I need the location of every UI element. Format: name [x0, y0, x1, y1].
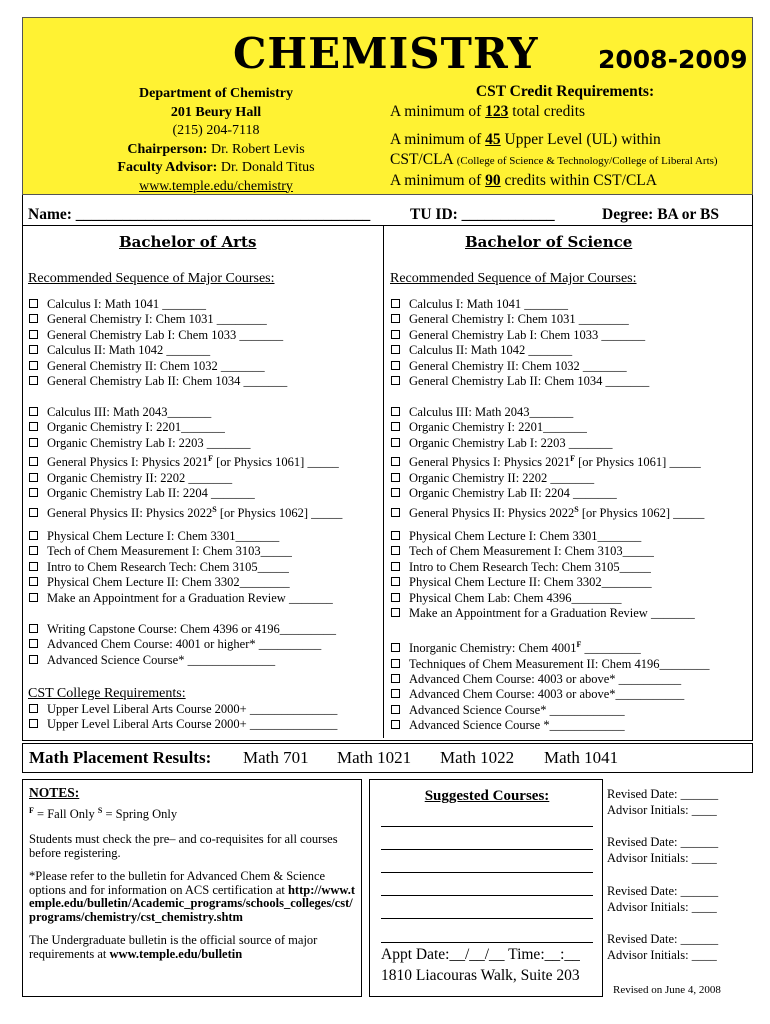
notes-box	[22, 779, 362, 997]
bs-group-1	[391, 297, 649, 389]
checkbox[interactable]	[391, 562, 400, 571]
revision-entry	[607, 834, 753, 866]
notes-official-source: The Undergraduate bulletin is the official source of major requirements at www.temple.edu/bulletin	[29, 933, 318, 961]
bs-recseq: Recommended Sequence of Major Courses:	[390, 271, 637, 286]
tuid-field[interactable]: TU ID: ____________	[410, 206, 555, 223]
list-item[interactable]: Intro to Chem Research Tech: Chem 3105_____	[391, 560, 695, 575]
list-item[interactable]: Organic Chemistry Lab II: 2204 _______	[391, 486, 704, 501]
checkbox[interactable]	[29, 577, 38, 586]
checkbox[interactable]	[391, 488, 400, 497]
revision-entry	[607, 786, 753, 818]
checkbox[interactable]	[391, 473, 400, 482]
dept-name: Department of Chemistry	[139, 86, 293, 101]
checkbox[interactable]	[29, 314, 38, 323]
header-banner	[22, 17, 753, 195]
degree-field[interactable]: Degree: BA or BS	[602, 206, 719, 223]
list-item[interactable]: Calculus II: Math 1042 _______	[391, 343, 649, 358]
revised-footer: Revised on June 4, 2008	[613, 984, 721, 996]
list-item[interactable]: Physical Chem Lecture II: Chem 3302________	[29, 575, 333, 590]
checkbox[interactable]	[391, 422, 400, 431]
checkbox[interactable]	[391, 330, 400, 339]
ba-title: Bachelor of Arts	[119, 233, 257, 251]
list-item[interactable]: Make an Appointment for a Graduation Review _______	[29, 591, 333, 606]
list-item[interactable]: Calculus III: Math 2043_______	[391, 405, 704, 420]
checkbox[interactable]	[29, 546, 38, 555]
list-item[interactable]: General Chemistry Lab II: Chem 1034 _______	[391, 374, 649, 389]
list-item[interactable]: Organic Chemistry Lab I: 2203 _______	[29, 436, 342, 451]
checkbox[interactable]	[29, 345, 38, 354]
checkbox[interactable]	[391, 705, 400, 714]
math-placement-bar	[22, 743, 753, 773]
list-item[interactable]: Upper Level Liberal Arts Course 2000+ ______________	[29, 702, 337, 717]
list-item[interactable]: Organic Chemistry II: 2202 _______	[29, 471, 342, 486]
checkbox[interactable]	[391, 299, 400, 308]
list-item[interactable]: Calculus II: Math 1042 _______	[29, 343, 287, 358]
bs-group-3	[391, 529, 695, 621]
list-item[interactable]: General Chemistry II: Chem 1032 _______	[29, 359, 287, 374]
req-upper-level-line2: CST/CLA (College of Science & Technology/College of Liberal Arts)	[390, 150, 718, 168]
list-item[interactable]: Writing Capstone Course: Chem 4396 or 4196_________	[29, 622, 336, 637]
checkbox[interactable]	[391, 345, 400, 354]
advisor-name: Dr. Donald Titus	[217, 160, 315, 175]
list-item[interactable]: General Physics II: Physics $2022^S$ [or Physics 1062] _____	[391, 502, 704, 522]
page-title: CHEMISTRY	[233, 29, 539, 78]
checkbox[interactable]	[391, 508, 400, 517]
checkbox[interactable]	[391, 531, 400, 540]
revised-date-field[interactable]: Revised Date: ______	[607, 884, 719, 898]
bs-group-4	[391, 637, 709, 734]
ba-group-4	[29, 622, 336, 668]
list-item[interactable]: Calculus III: Math 2043_______	[29, 405, 342, 420]
math-option[interactable]: Math 1022	[440, 748, 515, 767]
list-item[interactable]: General Chemistry Lab I: Chem 1033 _______	[29, 328, 287, 343]
checkbox[interactable]	[391, 593, 400, 602]
list-item[interactable]: General Chemistry I: Chem 1031 ________	[29, 312, 287, 327]
checkbox[interactable]	[391, 659, 400, 668]
checkbox[interactable]	[29, 473, 38, 482]
suggested-line[interactable]	[381, 918, 593, 919]
checkbox[interactable]	[29, 361, 38, 370]
revision-entry	[607, 931, 753, 963]
cst-title: CST Credit Requirements:	[475, 83, 655, 100]
list-item[interactable]: Advanced Science Course* ____________	[391, 703, 709, 718]
checkbox[interactable]	[29, 655, 38, 664]
ba-recseq: Recommended Sequence of Major Courses:	[28, 271, 275, 286]
checkbox[interactable]	[391, 457, 400, 466]
list-item[interactable]: Advanced Chem Course: 4003 or above* __________	[391, 672, 709, 687]
checkbox[interactable]	[29, 299, 38, 308]
list-item[interactable]: Physical Chem Lab: Chem 4396________	[391, 591, 695, 606]
list-item[interactable]: Upper Level Liberal Arts Course 2000+ ______________	[29, 717, 337, 732]
list-item[interactable]: Calculus I: Math 1041 _______	[29, 297, 287, 312]
ba-group-2	[29, 405, 342, 521]
checkbox[interactable]	[391, 689, 400, 698]
list-item[interactable]: Advanced Chem Course: 4001 or higher* __________	[29, 637, 336, 652]
ba-group-1	[29, 297, 287, 389]
math-option[interactable]: Math 701	[243, 748, 309, 767]
list-item[interactable]: Intro to Chem Research Tech: Chem 3105_____	[29, 560, 333, 575]
suggested-line[interactable]	[381, 849, 593, 850]
checkbox[interactable]	[391, 376, 400, 385]
dept-website-link[interactable]: www.temple.edu/chemistry	[139, 178, 293, 194]
suggested-title: Suggested Courses:	[424, 788, 550, 804]
checkbox[interactable]	[29, 488, 38, 497]
chair-name: Dr. Robert Levis	[207, 141, 305, 157]
checkbox[interactable]	[29, 719, 38, 728]
bs-group-2	[391, 405, 704, 521]
column-divider	[383, 225, 384, 738]
advisor-initials-field[interactable]: Advisor Initials: ____	[607, 803, 717, 817]
req-total-credits: A minimum of 123 total credits	[390, 102, 586, 120]
list-item[interactable]: General Chemistry II: Chem 1032 _______	[391, 359, 649, 374]
list-item[interactable]: Techniques of Chem Measurement II: Chem 4196________	[391, 657, 709, 672]
list-item[interactable]: Physical Chem Lecture I: Chem 3301_______	[29, 529, 333, 544]
checkbox[interactable]	[29, 438, 38, 447]
list-item[interactable]: Inorganic Chemistry: Chem $4001^F$ _________	[391, 637, 709, 657]
checkbox[interactable]	[29, 508, 38, 517]
checkbox[interactable]	[391, 608, 400, 617]
ba-group-3	[29, 529, 333, 606]
list-item[interactable]: Calculus I: Math 1041 _______	[391, 297, 649, 312]
revision-entry	[607, 883, 753, 915]
checkbox[interactable]	[391, 314, 400, 323]
req-cst-credits: A minimum of 90 credits within CST/CLA	[390, 172, 657, 189]
list-item[interactable]: Physical Chem Lecture I: Chem 3301_______	[391, 529, 695, 544]
bulletin-home-link[interactable]: www.temple.edu/bulletin	[109, 946, 243, 961]
list-item[interactable]: Tech of Chem Measurement I: Chem 3103_____	[391, 544, 695, 559]
list-item[interactable]: Physical Chem Lecture II: Chem 3302________	[391, 575, 695, 590]
checkbox[interactable]	[29, 330, 38, 339]
checkbox[interactable]	[29, 639, 38, 648]
math-option[interactable]: Math 1041	[544, 748, 619, 767]
list-item[interactable]: General Physics I: Physics $2021^F$ [or Physics 1061] _____	[391, 451, 704, 471]
checkbox[interactable]	[29, 562, 38, 571]
checkbox[interactable]	[29, 407, 38, 416]
math-placement-label: Math Placement Results:	[29, 748, 212, 767]
checkbox[interactable]	[391, 438, 400, 447]
checkbox[interactable]	[29, 593, 38, 602]
revised-date-field[interactable]: Revised Date: ______	[607, 932, 719, 946]
revised-date-field[interactable]: Revised Date: ______	[607, 787, 719, 801]
list-item[interactable]: Advanced Chem Course: 4003 or above*___________	[391, 687, 709, 702]
list-item[interactable]: Organic Chemistry Lab II: 2204 _______	[29, 486, 342, 501]
list-item[interactable]: Organic Chemistry II: 2202 _______	[391, 471, 704, 486]
checkbox[interactable]	[391, 361, 400, 370]
list-item[interactable]: Advanced Science Course* ______________	[29, 653, 336, 668]
advisor-label: Faculty Advisor:	[117, 160, 218, 175]
notes-prereq: Students must check the pre– and co-requisites for all courses before registering.	[29, 832, 338, 860]
checkbox[interactable]	[29, 422, 38, 431]
checkbox[interactable]	[391, 546, 400, 555]
notes-legend: $^F$ = Fall Only $^S$ = Spring Only	[29, 805, 178, 821]
checkbox[interactable]	[391, 407, 400, 416]
notes-bulletin-ref: *Please refer to the bulletin for Advanced Chem & Science options and for information on ACS certification at http://www.temple.edu/bulletin/Academic_programs/schools_colleges/cst/programs/chemistry/cst_chemistry.shtm	[29, 869, 356, 924]
list-item[interactable]: General Chemistry Lab I: Chem 1033 _______	[391, 328, 649, 343]
checkbox[interactable]	[29, 376, 38, 385]
appointment-location: 1810 Liacouras Walk, Suite 203	[381, 967, 580, 984]
suggested-line[interactable]	[381, 942, 593, 943]
list-item[interactable]: Organic Chemistry I: 2201_______	[391, 420, 704, 435]
list-item[interactable]: General Physics II: Physics $2022^S$ [or Physics 1062] _____	[29, 502, 342, 522]
checkbox[interactable]	[391, 674, 400, 683]
suggested-line[interactable]	[381, 895, 593, 896]
bs-title: Bachelor of Science	[465, 233, 633, 251]
checkbox[interactable]	[391, 720, 400, 729]
cst-college-title: CST College Requirements:	[28, 686, 186, 701]
checkbox[interactable]	[29, 704, 38, 713]
cst-requirements	[390, 82, 740, 191]
suggested-line[interactable]	[381, 872, 593, 873]
checkbox[interactable]	[391, 643, 400, 652]
suggested-courses-box	[369, 779, 603, 997]
department-info	[91, 85, 341, 196]
list-item[interactable]: Organic Chemistry I: 2201_______	[29, 420, 342, 435]
checkbox[interactable]	[391, 577, 400, 586]
academic-year: 2008-2009	[598, 45, 748, 74]
appointment-field[interactable]: Appt Date:__/__/__ Time:__:__	[381, 946, 580, 963]
ba-college-req	[29, 702, 337, 733]
math-option[interactable]: Math 1021	[337, 748, 412, 767]
list-item[interactable]: Organic Chemistry Lab I: 2203 _______	[391, 436, 704, 451]
list-item[interactable]: General Chemistry Lab II: Chem 1034 _______	[29, 374, 287, 389]
bulletin-link[interactable]: http://www.temple.edu/bulletin/Academic_programs/schools_colleges/cst/programs/chemistry/cst_chemistry.shtm	[29, 882, 356, 924]
dept-phone: (215) 204-7118	[172, 123, 260, 138]
checkbox[interactable]	[29, 531, 38, 540]
advisor-initials-field[interactable]: Advisor Initials: ____	[607, 900, 717, 914]
revised-date-field[interactable]: Revised Date: ______	[607, 835, 719, 849]
chair-label: Chairperson:	[127, 141, 208, 157]
list-item[interactable]: Tech of Chem Measurement I: Chem 3103_____	[29, 544, 333, 559]
list-item[interactable]: General Physics I: Physics $2021^F$ [or Physics 1061] _____	[29, 451, 342, 471]
notes-title: NOTES:	[29, 785, 80, 800]
list-item[interactable]: General Chemistry I: Chem 1031 ________	[391, 312, 649, 327]
req-upper-level: A minimum of 45 Upper Level (UL) within	[390, 131, 661, 148]
checkbox[interactable]	[29, 624, 38, 633]
dept-building: 201 Beury Hall	[170, 104, 262, 120]
namebar-divider	[22, 225, 753, 226]
list-item[interactable]: Advanced Science Course *____________	[391, 718, 709, 733]
checkbox[interactable]	[29, 457, 38, 466]
suggested-line[interactable]	[381, 826, 593, 827]
name-field[interactable]: Name: ______________________________________	[28, 206, 371, 223]
advisor-initials-field[interactable]: Advisor Initials: ____	[607, 948, 717, 962]
advisor-initials-field[interactable]: Advisor Initials: ____	[607, 851, 717, 865]
list-item[interactable]: Make an Appointment for a Graduation Review _______	[391, 606, 695, 621]
